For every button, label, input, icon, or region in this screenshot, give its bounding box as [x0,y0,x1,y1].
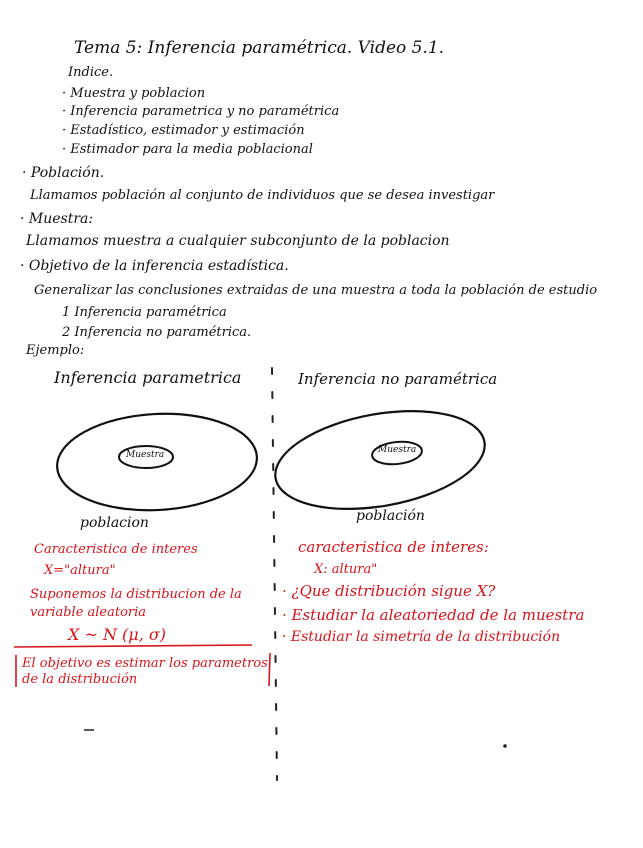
right-task-randomness: · Estudiar la aleatoriedad de la muestra [282,606,585,624]
left-objective-line1: El objetivo es estimar los parametros [22,656,268,671]
box-right-edge [269,653,270,686]
index-item: · Inferencia parametrica y no paramétrica [62,104,340,119]
population-ellipse-right [268,396,493,523]
example-label: Ejemplo: [26,343,85,358]
inference-type-2: 2 Inferencia no paramétrica. [62,325,252,340]
right-population-label: población [356,508,425,524]
muestra-definition: Llamamos muestra a cualquier subconjunto de la poblacion [26,233,450,249]
index-item: · Estadístico, estimador y estimación [62,123,305,138]
objetivo-heading: · Objetivo de la inferencia estadística. [20,258,289,274]
right-characteristic: caracteristica de interes: [298,538,489,556]
column-divider [272,368,277,780]
right-task-symmetry: · Estudiar la simetría de la distribución [282,629,561,645]
left-variable: X="altura" [44,563,116,578]
page-title: Tema 5: Inferencia paramétrica. Video 5.1. [74,38,445,58]
index-item: · Muestra y poblacion [62,86,206,101]
right-column-heading: Inferencia no paramétrica [298,370,498,388]
stray-dot [503,744,507,748]
left-objective-line2: de la distribución [22,672,138,687]
right-question: · ¿Que distribución sigue X? [282,582,496,600]
objetivo-definition: Generalizar las conclusiones extraidas de una muestra a toda la población de estudio [34,283,598,298]
left-sample-label: Muestra [126,450,165,460]
left-population-label: poblacion [80,515,149,531]
left-column-heading: Inferencia parametrica [54,368,242,387]
distribution-underline [14,645,252,647]
index-item: · Estimador para la media poblacional [62,142,313,157]
muestra-heading: · Muestra: [20,211,94,227]
left-distribution: X ~ N (μ, σ) [68,625,167,644]
left-assumption-line2: variable aleatoria [30,605,147,620]
inference-type-1: 1 Inferencia paramétrica [62,305,227,320]
index-label: Indice. [68,65,114,80]
poblacion-definition: Llamamos población al conjunto de individuos que se desea investigar [30,188,495,203]
poblacion-heading: · Población. [22,165,105,181]
population-ellipse-left [55,409,260,515]
right-variable: X: altura" [314,562,378,577]
left-characteristic: Caracteristica de interes [34,542,198,557]
right-sample-label: Muestra [378,445,417,455]
left-assumption-line1: Suponemos la distribucion de la [30,587,242,602]
